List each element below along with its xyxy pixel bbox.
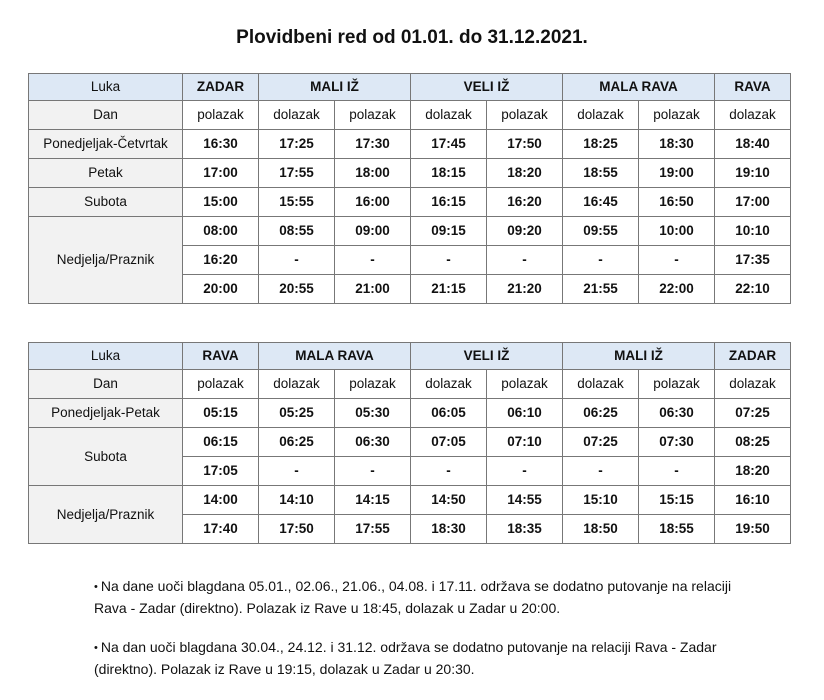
time-cell: 18:55 xyxy=(639,515,715,544)
time-cell: 07:25 xyxy=(563,428,639,457)
time-cell: - xyxy=(411,246,487,275)
page-title: Plovidbeni red od 01.01. do 31.12.2021. xyxy=(236,27,588,48)
time-cell: 06:25 xyxy=(563,399,639,428)
time-cell: - xyxy=(639,246,715,275)
time-cell: 06:30 xyxy=(639,399,715,428)
time-cell: 10:00 xyxy=(639,217,715,246)
day-label: Petak xyxy=(29,159,183,188)
time-cell: 09:00 xyxy=(335,217,411,246)
port-name: RAVA xyxy=(183,343,259,370)
column-header: dolazak xyxy=(715,370,791,399)
time-cell: - xyxy=(411,457,487,486)
bullet-icon: • xyxy=(94,581,98,593)
note-text: Na dan uoči blagdana 30.04., 24.12. i 31.12. održava se dodatno putovanje na relaciji Rava - Zadar (direktno). Polazak iz Rave u 19:15, dolazak u Zadar u 20:30. xyxy=(94,639,717,677)
dan-label: Dan xyxy=(29,370,183,399)
column-header: dolazak xyxy=(411,370,487,399)
time-cell: 08:00 xyxy=(183,217,259,246)
day-label: Ponedjeljak-Petak xyxy=(29,399,183,428)
port-header-row xyxy=(29,343,791,370)
column-header: polazak xyxy=(335,370,411,399)
time-cell: 06:15 xyxy=(183,428,259,457)
column-header: dolazak xyxy=(259,101,335,130)
time-cell: 15:10 xyxy=(563,486,639,515)
table-row xyxy=(29,159,791,188)
time-cell: 17:55 xyxy=(335,515,411,544)
column-header: dolazak xyxy=(563,370,639,399)
port-header-row xyxy=(29,74,791,101)
time-cell: 17:00 xyxy=(715,188,791,217)
time-cell: 08:55 xyxy=(259,217,335,246)
time-cell: - xyxy=(487,246,563,275)
port-name: MALI IŽ xyxy=(259,74,411,101)
luka-label: Luka xyxy=(29,343,183,370)
time-cell: 17:05 xyxy=(183,457,259,486)
time-cell: 07:10 xyxy=(487,428,563,457)
time-cell: 14:10 xyxy=(259,486,335,515)
time-cell: 06:25 xyxy=(259,428,335,457)
column-header: dolazak xyxy=(563,101,639,130)
day-label: Nedjelja/Praznik xyxy=(29,217,183,304)
time-cell: - xyxy=(487,457,563,486)
note-text: Na dane uoči blagdana 05.01., 02.06., 21.06., 04.08. i 17.11. održava se dodatno putovanje na relaciji Rava - Zadar (direktno). Polazak iz Rave u 18:45, dolazak u Zadar u 20:00. xyxy=(94,578,732,616)
time-cell: 18:30 xyxy=(411,515,487,544)
table-row xyxy=(29,486,791,515)
time-cell: 07:05 xyxy=(411,428,487,457)
table-row xyxy=(29,428,791,457)
column-header-row xyxy=(29,370,791,399)
time-cell: 19:10 xyxy=(715,159,791,188)
time-cell: 21:00 xyxy=(335,275,411,304)
table-row xyxy=(29,188,791,217)
time-cell: 16:15 xyxy=(411,188,487,217)
time-cell: 19:00 xyxy=(639,159,715,188)
column-header: polazak xyxy=(639,370,715,399)
day-label: Subota xyxy=(29,188,183,217)
timetable-rava-zadar xyxy=(28,342,791,544)
port-name: RAVA xyxy=(715,74,791,101)
time-cell: 18:55 xyxy=(563,159,639,188)
time-cell: 17:55 xyxy=(259,159,335,188)
bullet-icon: • xyxy=(94,642,98,654)
time-cell: 18:50 xyxy=(563,515,639,544)
time-cell: 07:30 xyxy=(639,428,715,457)
column-header: polazak xyxy=(183,370,259,399)
time-cell: 17:25 xyxy=(259,130,335,159)
time-cell: 15:55 xyxy=(259,188,335,217)
notes-section xyxy=(94,576,754,698)
time-cell: 20:00 xyxy=(183,275,259,304)
time-cell: 21:15 xyxy=(411,275,487,304)
day-label: Ponedjeljak-Četvrtak xyxy=(29,130,183,159)
time-cell: 16:45 xyxy=(563,188,639,217)
time-cell: - xyxy=(259,457,335,486)
time-cell: 09:20 xyxy=(487,217,563,246)
time-cell: 15:15 xyxy=(639,486,715,515)
time-cell: 08:25 xyxy=(715,428,791,457)
time-cell: - xyxy=(563,457,639,486)
day-label: Nedjelja/Praznik xyxy=(29,486,183,544)
luka-label: Luka xyxy=(29,74,183,101)
time-cell: 17:40 xyxy=(183,515,259,544)
time-cell: 21:20 xyxy=(487,275,563,304)
time-cell: 09:55 xyxy=(563,217,639,246)
table-row xyxy=(29,217,791,246)
time-cell: 09:15 xyxy=(411,217,487,246)
time-cell: 05:15 xyxy=(183,399,259,428)
time-cell: 17:30 xyxy=(335,130,411,159)
time-cell: - xyxy=(335,246,411,275)
note-item xyxy=(94,576,754,619)
time-cell: 18:35 xyxy=(487,515,563,544)
note-item xyxy=(94,637,754,680)
table-row xyxy=(29,130,791,159)
time-cell: 18:25 xyxy=(563,130,639,159)
column-header: polazak xyxy=(487,370,563,399)
dan-label: Dan xyxy=(29,101,183,130)
time-cell: 22:10 xyxy=(715,275,791,304)
column-header: polazak xyxy=(487,101,563,130)
time-cell: - xyxy=(335,457,411,486)
table-row xyxy=(29,399,791,428)
time-cell: - xyxy=(639,457,715,486)
time-cell: 16:20 xyxy=(487,188,563,217)
time-cell: 14:50 xyxy=(411,486,487,515)
time-cell: 06:05 xyxy=(411,399,487,428)
time-cell: 18:30 xyxy=(639,130,715,159)
time-cell: 17:50 xyxy=(259,515,335,544)
time-cell: 07:25 xyxy=(715,399,791,428)
time-cell: 20:55 xyxy=(259,275,335,304)
time-cell: 16:20 xyxy=(183,246,259,275)
time-cell: 22:00 xyxy=(639,275,715,304)
time-cell: 14:55 xyxy=(487,486,563,515)
time-cell: - xyxy=(259,246,335,275)
time-cell: 16:50 xyxy=(639,188,715,217)
time-cell: 18:40 xyxy=(715,130,791,159)
time-cell: 16:10 xyxy=(715,486,791,515)
column-header: dolazak xyxy=(259,370,335,399)
time-cell: 14:15 xyxy=(335,486,411,515)
time-cell: 17:45 xyxy=(411,130,487,159)
time-cell: - xyxy=(563,246,639,275)
column-header-row xyxy=(29,101,791,130)
time-cell: 18:20 xyxy=(715,457,791,486)
column-header: polazak xyxy=(183,101,259,130)
time-cell: 19:50 xyxy=(715,515,791,544)
column-header: polazak xyxy=(335,101,411,130)
time-cell: 06:10 xyxy=(487,399,563,428)
port-name: MALA RAVA xyxy=(259,343,411,370)
port-name: MALI IŽ xyxy=(563,343,715,370)
time-cell: 06:30 xyxy=(335,428,411,457)
time-cell: 18:20 xyxy=(487,159,563,188)
time-cell: 18:00 xyxy=(335,159,411,188)
time-cell: 16:00 xyxy=(335,188,411,217)
time-cell: 14:00 xyxy=(183,486,259,515)
port-name: MALA RAVA xyxy=(563,74,715,101)
day-label: Subota xyxy=(29,428,183,486)
time-cell: 05:30 xyxy=(335,399,411,428)
time-cell: 10:10 xyxy=(715,217,791,246)
time-cell: 17:35 xyxy=(715,246,791,275)
time-cell: 05:25 xyxy=(259,399,335,428)
port-name: VELI IŽ xyxy=(411,74,563,101)
time-cell: 15:00 xyxy=(183,188,259,217)
time-cell: 17:50 xyxy=(487,130,563,159)
timetable-zadar-rava xyxy=(28,73,791,304)
port-name: ZADAR xyxy=(183,74,259,101)
time-cell: 16:30 xyxy=(183,130,259,159)
time-cell: 21:55 xyxy=(563,275,639,304)
time-cell: 17:00 xyxy=(183,159,259,188)
column-header: polazak xyxy=(639,101,715,130)
column-header: dolazak xyxy=(411,101,487,130)
column-header: dolazak xyxy=(715,101,791,130)
port-name: ZADAR xyxy=(715,343,791,370)
time-cell: 18:15 xyxy=(411,159,487,188)
port-name: VELI IŽ xyxy=(411,343,563,370)
